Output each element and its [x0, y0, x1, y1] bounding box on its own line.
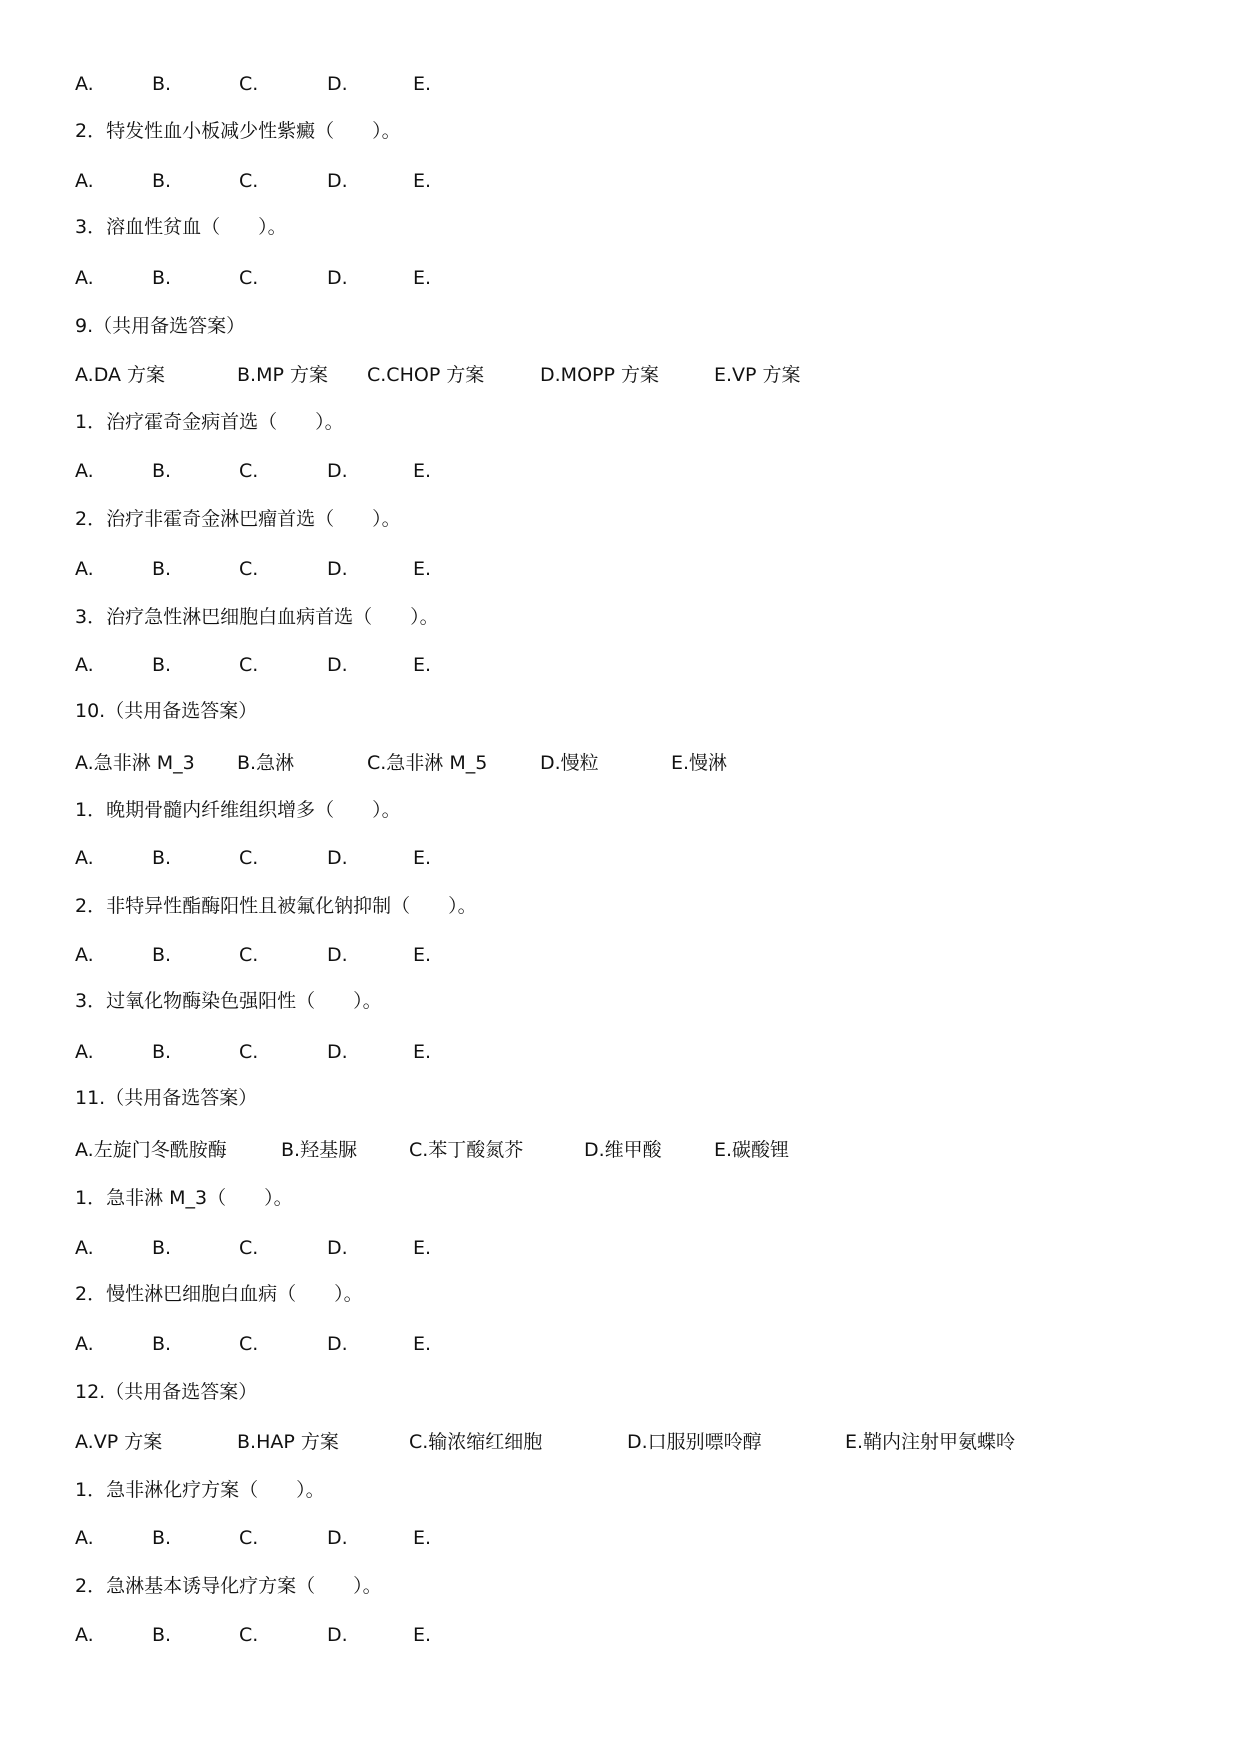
- answer-choice: A.左旋门冬酰胺酶: [75, 1139, 227, 1161]
- option-letters-line: [0, 1037, 1241, 1067]
- option-letter: C.: [239, 1527, 259, 1549]
- option-letters-line: [0, 1620, 1241, 1650]
- option-letter: E.: [413, 1333, 432, 1355]
- question-text: 3．溶血性贫血（ ）。: [75, 216, 287, 238]
- option-letter: D.: [327, 654, 348, 676]
- question-text: 1．治疗霍奇金病首选（ ）。: [75, 411, 344, 433]
- question-text: 10.（共用备选答案）: [75, 700, 258, 722]
- option-letter: B.: [152, 944, 172, 966]
- question-text: 2．非特异性酯酶阳性且被氟化钠抑制（ ）。: [75, 895, 477, 917]
- option-letter: A.: [75, 654, 94, 676]
- option-letter: E.: [413, 654, 432, 676]
- option-letters-line: [0, 940, 1241, 970]
- option-letter: B.: [152, 73, 172, 95]
- answer-choice: A.VP 方案: [75, 1431, 163, 1453]
- question-line: [0, 1183, 1241, 1213]
- option-letter: C.: [239, 1041, 259, 1063]
- question-line: [0, 1475, 1241, 1505]
- option-letter: B.: [152, 267, 172, 289]
- question-text: 2．急淋基本诱导化疗方案（ ）。: [75, 1575, 382, 1597]
- option-letter: D.: [327, 1041, 348, 1063]
- option-letter: B.: [152, 460, 172, 482]
- option-letters-line: [0, 1329, 1241, 1359]
- question-text: 3．过氧化物酶染色强阳性（ ）。: [75, 990, 382, 1012]
- answer-choice: D.口服别嘌呤醇: [627, 1431, 762, 1453]
- question-line: [0, 696, 1241, 726]
- option-letter: E.: [413, 847, 432, 869]
- question-line: [0, 212, 1241, 242]
- option-letter: D.: [327, 1333, 348, 1355]
- question-text: 1．急非淋 M_3（ ）。: [75, 1187, 293, 1209]
- option-letter: C.: [239, 170, 259, 192]
- answer-choice: E.VP 方案: [714, 364, 801, 386]
- question-text: 2．慢性淋巴细胞白血病（ ）。: [75, 1283, 363, 1305]
- option-letter: D.: [327, 1624, 348, 1646]
- question-line: [0, 986, 1241, 1016]
- question-line: [0, 407, 1241, 437]
- option-letter: A.: [75, 170, 94, 192]
- option-letter: D.: [327, 1527, 348, 1549]
- option-letter: E.: [413, 460, 432, 482]
- question-text: 12.（共用备选答案）: [75, 1381, 258, 1403]
- option-letter: E.: [413, 1527, 432, 1549]
- option-letter: C.: [239, 847, 259, 869]
- answer-choice: C.急非淋 M_5: [367, 752, 488, 774]
- question-line: [0, 311, 1241, 341]
- answer-choice: B.MP 方案: [237, 364, 328, 386]
- option-letters-line: [0, 554, 1241, 584]
- option-letter: B.: [152, 558, 172, 580]
- option-letter: C.: [239, 267, 259, 289]
- question-text: 1．晚期骨髓内纤维组织增多（ ）。: [75, 799, 401, 821]
- option-letter: B.: [152, 1333, 172, 1355]
- option-letter: A.: [75, 1624, 94, 1646]
- answer-choice: D.慢粒: [540, 752, 599, 774]
- option-letter: C.: [239, 1333, 259, 1355]
- option-letter: E.: [413, 944, 432, 966]
- option-letter: E.: [413, 1237, 432, 1259]
- question-line: [0, 795, 1241, 825]
- option-letters-line: [0, 166, 1241, 196]
- answer-choice: A.急非淋 M_3: [75, 752, 195, 774]
- option-letter: C.: [239, 1624, 259, 1646]
- option-letter: A.: [75, 1333, 94, 1355]
- option-letter: D.: [327, 170, 348, 192]
- option-letter: B.: [152, 1237, 172, 1259]
- option-letter: E.: [413, 1041, 432, 1063]
- option-letter: E.: [413, 558, 432, 580]
- answer-choice: B.HAP 方案: [237, 1431, 339, 1453]
- option-letters-line: [0, 1233, 1241, 1263]
- option-letters-line: [0, 456, 1241, 486]
- answer-choice: E.鞘内注射甲氨蝶呤: [845, 1431, 1016, 1453]
- option-letter: D.: [327, 267, 348, 289]
- question-text: 3．治疗急性淋巴细胞白血病首选（ ）。: [75, 606, 439, 628]
- option-letter: A.: [75, 460, 94, 482]
- question-text: 2．治疗非霍奇金淋巴瘤首选（ ）。: [75, 508, 401, 530]
- option-letter: E.: [413, 267, 432, 289]
- option-letter: A.: [75, 847, 94, 869]
- option-letter: D.: [327, 847, 348, 869]
- answer-choices-line: [0, 360, 1241, 390]
- option-letter: A.: [75, 1527, 94, 1549]
- question-line: [0, 504, 1241, 534]
- answer-choices-line: [0, 1427, 1241, 1457]
- answer-choice: B.羟基脲: [281, 1139, 358, 1161]
- question-line: [0, 891, 1241, 921]
- option-letter: C.: [239, 460, 259, 482]
- question-text: 1．急非淋化疗方案（ ）。: [75, 1479, 325, 1501]
- answer-choice: D.维甲酸: [584, 1139, 662, 1161]
- option-letters-line: [0, 1523, 1241, 1553]
- option-letters-line: [0, 650, 1241, 680]
- option-letter: C.: [239, 73, 259, 95]
- answer-choice: A.DA 方案: [75, 364, 166, 386]
- option-letter: D.: [327, 944, 348, 966]
- option-letter: C.: [239, 558, 259, 580]
- answer-choices-line: [0, 1135, 1241, 1165]
- option-letter: B.: [152, 847, 172, 869]
- question-text: 11.（共用备选答案）: [75, 1087, 258, 1109]
- option-letter: B.: [152, 170, 172, 192]
- option-letter: D.: [327, 1237, 348, 1259]
- option-letter: E.: [413, 73, 432, 95]
- option-letter: B.: [152, 654, 172, 676]
- answer-choice: E.碳酸锂: [714, 1139, 790, 1161]
- question-line: [0, 1083, 1241, 1113]
- option-letter: D.: [327, 460, 348, 482]
- option-letter: E.: [413, 170, 432, 192]
- question-line: [0, 1571, 1241, 1601]
- option-letter: B.: [152, 1624, 172, 1646]
- option-letters-line: [0, 843, 1241, 873]
- option-letter: A.: [75, 73, 94, 95]
- option-letter: C.: [239, 944, 259, 966]
- option-letters-line: [0, 69, 1241, 99]
- option-letter: A.: [75, 1041, 94, 1063]
- option-letter: D.: [327, 73, 348, 95]
- question-line: [0, 116, 1241, 146]
- option-letter: E.: [413, 1624, 432, 1646]
- answer-choices-line: [0, 748, 1241, 778]
- question-line: [0, 1377, 1241, 1407]
- question-line: [0, 602, 1241, 632]
- option-letter: A.: [75, 1237, 94, 1259]
- option-letter: A.: [75, 944, 94, 966]
- option-letters-line: [0, 263, 1241, 293]
- answer-choice: C.苯丁酸氮芥: [409, 1139, 524, 1161]
- answer-choice: C.输浓缩红细胞: [409, 1431, 543, 1453]
- option-letter: C.: [239, 1237, 259, 1259]
- option-letter: D.: [327, 558, 348, 580]
- option-letter: B.: [152, 1041, 172, 1063]
- option-letter: C.: [239, 654, 259, 676]
- question-line: [0, 1279, 1241, 1309]
- option-letter: B.: [152, 1527, 172, 1549]
- question-text: 2．特发性血小板减少性紫癜（ ）。: [75, 120, 401, 142]
- answer-choice: C.CHOP 方案: [367, 364, 485, 386]
- option-letter: A.: [75, 558, 94, 580]
- answer-choice: E.慢淋: [671, 752, 728, 774]
- option-letter: A.: [75, 267, 94, 289]
- question-text: 9.（共用备选答案）: [75, 315, 246, 337]
- answer-choice: B.急淋: [237, 752, 295, 774]
- answer-choice: D.MOPP 方案: [540, 364, 659, 386]
